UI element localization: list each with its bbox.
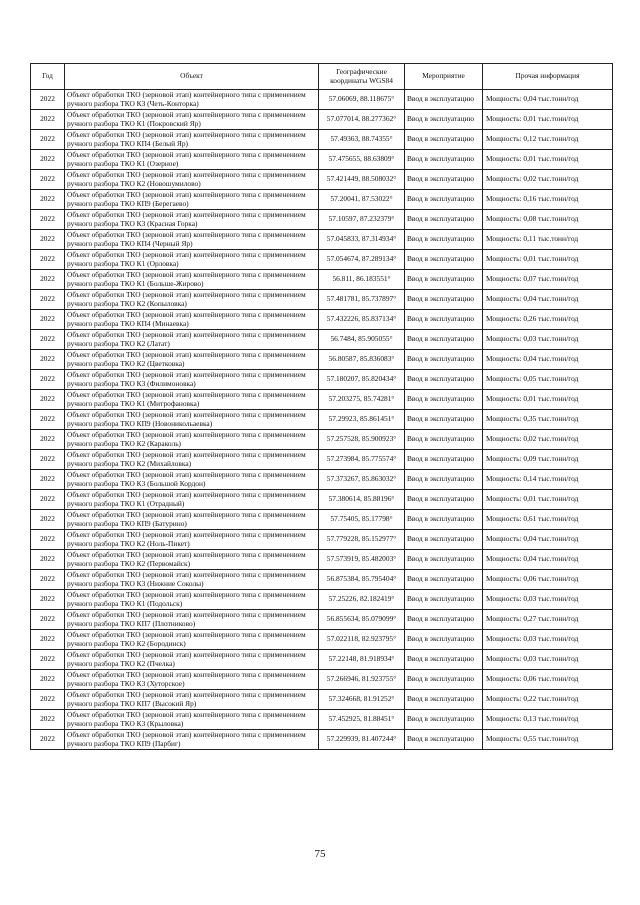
- cell-coords: 57.229939, 81.407244°: [319, 730, 405, 750]
- cell-info: Мощность: 0,02 тыс.тонн/год: [483, 170, 613, 190]
- cell-year: 2022: [31, 630, 65, 650]
- cell-event: Ввод в эксплуатацию: [405, 630, 483, 650]
- cell-coords: 57.180207, 85.820434°: [319, 370, 405, 390]
- cell-object: Объект обработки ТКО (зерновой этап) контейнерного типа с применением ручного разбора ТКО К2 (Бородинск): [65, 630, 319, 650]
- cell-year: 2022: [31, 510, 65, 530]
- table-row: [31, 710, 613, 730]
- cell-coords: 57.324668, 81.91252°: [319, 690, 405, 710]
- cell-event: Ввод в эксплуатацию: [405, 550, 483, 570]
- cell-year: 2022: [31, 150, 65, 170]
- table-row: [31, 90, 613, 110]
- table-row: [31, 490, 613, 510]
- table-row: [31, 350, 613, 370]
- cell-coords: 57.054674, 87.289134°: [319, 250, 405, 270]
- cell-object: Объект обработки ТКО (зерновой этап) контейнерного типа с применением ручного разбора ТКО КП7 (Высокий Яр): [65, 690, 319, 710]
- cell-info: Мощность: 0,14 тыс.тонн/год: [483, 470, 613, 490]
- cell-info: Мощность: 0,06 тыс.тонн/год: [483, 670, 613, 690]
- cell-year: 2022: [31, 690, 65, 710]
- cell-event: Ввод в эксплуатацию: [405, 110, 483, 130]
- cell-coords: 57.25226, 82.182419°: [319, 590, 405, 610]
- cell-coords: 57.273984, 85.775574°: [319, 450, 405, 470]
- cell-coords: 57.452925, 81.88451°: [319, 710, 405, 730]
- table-row: [31, 190, 613, 210]
- table-row: [31, 590, 613, 610]
- cell-object: Объект обработки ТКО (зерновой этап) контейнерного типа с применением ручного разбора ТКО КП9 (Берегаево): [65, 190, 319, 210]
- table-row: [31, 550, 613, 570]
- document-page: [30, 63, 612, 750]
- cell-info: Мощность: 0,03 тыс.тонн/год: [483, 590, 613, 610]
- cell-year: 2022: [31, 710, 65, 730]
- cell-year: 2022: [31, 310, 65, 330]
- cell-object: Объект обработки ТКО (зерновой этап) контейнерного типа с применением ручного разбора ТКО КЗ (Четь-Конторка): [65, 90, 319, 110]
- table-header-row: [31, 64, 613, 90]
- cell-event: Ввод в эксплуатацию: [405, 370, 483, 390]
- cell-year: 2022: [31, 290, 65, 310]
- cell-info: Мощность: 0,01 тыс.тонн/год: [483, 490, 613, 510]
- cell-event: Ввод в эксплуатацию: [405, 450, 483, 470]
- cell-info: Мощность: 0,04 тыс.тонн/год: [483, 90, 613, 110]
- cell-year: 2022: [31, 530, 65, 550]
- cell-coords: 57.49363, 88.74355°: [319, 130, 405, 150]
- cell-year: 2022: [31, 230, 65, 250]
- cell-info: Мощность: 0,04 тыс.тонн/год: [483, 550, 613, 570]
- cell-info: Мощность: 0,03 тыс.тонн/год: [483, 650, 613, 670]
- header-info: Прочая информация: [483, 64, 613, 90]
- cell-event: Ввод в эксплуатацию: [405, 670, 483, 690]
- cell-year: 2022: [31, 330, 65, 350]
- cell-coords: 57.432226, 85.837134°: [319, 310, 405, 330]
- cell-event: Ввод в эксплуатацию: [405, 430, 483, 450]
- cell-event: Ввод в эксплуатацию: [405, 410, 483, 430]
- table-row: [31, 610, 613, 630]
- facilities-table: [30, 63, 613, 750]
- cell-object: Объект обработки ТКО (зерновой этап) контейнерного типа с применением ручного разбора ТКО К2 (Караколь): [65, 430, 319, 450]
- cell-year: 2022: [31, 390, 65, 410]
- cell-object: Объект обработки ТКО (зерновой этап) контейнерного типа с применением ручного разбора ТКО КП7 (Плотниково): [65, 610, 319, 630]
- cell-coords: 57.045833, 87.314934°: [319, 230, 405, 250]
- cell-object: Объект обработки ТКО (зерновой этап) контейнерного типа с применением ручного разбора ТКО К3 (Филимоновка): [65, 370, 319, 390]
- cell-object: Объект обработки ТКО (зерновой этап) контейнерного типа с применением ручного разбора ТКО К2 (Копыловка): [65, 290, 319, 310]
- cell-coords: 57.373267, 85.863032°: [319, 470, 405, 490]
- cell-year: 2022: [31, 190, 65, 210]
- cell-year: 2022: [31, 110, 65, 130]
- cell-event: Ввод в эксплуатацию: [405, 290, 483, 310]
- cell-event: Ввод в эксплуатацию: [405, 210, 483, 230]
- table-row: [31, 230, 613, 250]
- cell-info: Мощность: 0,08 тыс.тонн/год: [483, 210, 613, 230]
- cell-object: Объект обработки ТКО (зерновой этап) контейнерного типа с применением ручного разбора ТКО К2 (Михайловка): [65, 450, 319, 470]
- cell-object: Объект обработки ТКО (зерновой этап) контейнерного типа с применением ручного разбора ТКО К1 (Больше-Жирово): [65, 270, 319, 290]
- cell-event: Ввод в эксплуатацию: [405, 650, 483, 670]
- cell-year: 2022: [31, 250, 65, 270]
- cell-coords: 57.06069, 88.118675°: [319, 90, 405, 110]
- cell-object: Объект обработки ТКО (зерновой этап) контейнерного типа с применением ручного разбора ТКО К3 (Нижние Соколы): [65, 570, 319, 590]
- cell-year: 2022: [31, 730, 65, 750]
- table-body: [31, 90, 613, 750]
- cell-info: Мощность: 0,11 тыс.тонн/год: [483, 230, 613, 250]
- cell-info: Мощность: 0,01 тыс.тонн/год: [483, 390, 613, 410]
- cell-coords: 57.266946, 81.923755°: [319, 670, 405, 690]
- table-row: [31, 450, 613, 470]
- cell-object: Объект обработки ТКО (зерновой этап) контейнерного типа с применением ручного разбора ТКО К2 (Ноль-Пикет): [65, 530, 319, 550]
- cell-info: Мощность: 0,12 тыс.тонн/год: [483, 130, 613, 150]
- cell-object: Объект обработки ТКО (зерновой этап) контейнерного типа с применением ручного разбора ТКО К1 (Покровский Яр): [65, 110, 319, 130]
- cell-year: 2022: [31, 350, 65, 370]
- cell-event: Ввод в эксплуатацию: [405, 230, 483, 250]
- cell-event: Ввод в эксплуатацию: [405, 530, 483, 550]
- cell-object: Объект обработки ТКО (зерновой этап) контейнерного типа с применением ручного разбора ТКО КП4 (Черный Яр): [65, 230, 319, 250]
- table-row: [31, 370, 613, 390]
- cell-event: Ввод в эксплуатацию: [405, 490, 483, 510]
- cell-year: 2022: [31, 90, 65, 110]
- cell-coords: 57.257528, 85.900923°: [319, 430, 405, 450]
- table-row: [31, 210, 613, 230]
- table-row: [31, 170, 613, 190]
- table-row: [31, 310, 613, 330]
- cell-object: Объект обработки ТКО (зерновой этап) контейнерного типа с применением ручного разбора ТКО К2 (Пчелка): [65, 650, 319, 670]
- header-object: Объект: [65, 64, 319, 90]
- cell-event: Ввод в эксплуатацию: [405, 510, 483, 530]
- cell-info: Мощность: 0,02 тыс.тонн/год: [483, 430, 613, 450]
- cell-coords: 57.20041, 87.53022°: [319, 190, 405, 210]
- table-row: [31, 250, 613, 270]
- cell-coords: 57.077014, 88.277362°: [319, 110, 405, 130]
- cell-event: Ввод в эксплуатацию: [405, 590, 483, 610]
- cell-info: Мощность: 0,09 тыс.тонн/год: [483, 450, 613, 470]
- table-row: [31, 630, 613, 650]
- table-row: [31, 690, 613, 710]
- cell-coords: 56.875384, 85.795404°: [319, 570, 405, 590]
- cell-object: Объект обработки ТКО (зерновой этап) контейнерного типа с применением ручного разбора ТКО К1 (Озерное): [65, 150, 319, 170]
- cell-coords: 57.421449, 88.508032°: [319, 170, 405, 190]
- cell-year: 2022: [31, 410, 65, 430]
- cell-object: Объект обработки ТКО (зерновой этап) контейнерного типа с применением ручного разбора ТКО К3 (Крыловка): [65, 710, 319, 730]
- table-row: [31, 290, 613, 310]
- cell-coords: 57.481781, 85.737897°: [319, 290, 405, 310]
- cell-year: 2022: [31, 210, 65, 230]
- cell-object: Объект обработки ТКО (зерновой этап) контейнерного типа с применением ручного разбора ТКО К3 (Хуторское): [65, 670, 319, 690]
- cell-year: 2022: [31, 490, 65, 510]
- cell-object: Объект обработки ТКО (зерновой этап) контейнерного типа с применением ручного разбора ТКО К2 (Цветковка): [65, 350, 319, 370]
- cell-year: 2022: [31, 370, 65, 390]
- cell-event: Ввод в эксплуатацию: [405, 710, 483, 730]
- cell-event: Ввод в эксплуатацию: [405, 170, 483, 190]
- cell-event: Ввод в эксплуатацию: [405, 350, 483, 370]
- cell-object: Объект обработки ТКО (зерновой этап) контейнерного типа с применением ручного разбора ТКО КП4 (Белый Яр): [65, 130, 319, 150]
- cell-coords: 57.573919, 85.482003°: [319, 550, 405, 570]
- cell-coords: 57.380614, 85.88196°: [319, 490, 405, 510]
- table-row: [31, 670, 613, 690]
- cell-event: Ввод в эксплуатацию: [405, 250, 483, 270]
- cell-coords: 57.022118, 82.923795°: [319, 630, 405, 650]
- cell-event: Ввод в эксплуатацию: [405, 130, 483, 150]
- cell-info: Мощность: 0,03 тыс.тонн/год: [483, 630, 613, 650]
- cell-object: Объект обработки ТКО (зерновой этап) контейнерного типа с применением ручного разбора ТКО К3 (Красная Горка): [65, 210, 319, 230]
- cell-year: 2022: [31, 170, 65, 190]
- cell-year: 2022: [31, 470, 65, 490]
- cell-object: Объект обработки ТКО (зерновой этап) контейнерного типа с применением ручного разбора ТКО К2 (Латат): [65, 330, 319, 350]
- cell-object: Объект обработки ТКО (зерновой этап) контейнерного типа с применением ручного разбора ТКО К2 (Новошумилово): [65, 170, 319, 190]
- cell-info: Мощность: 0,04 тыс.тонн/год: [483, 290, 613, 310]
- cell-year: 2022: [31, 670, 65, 690]
- cell-coords: 56.855634, 85.079099°: [319, 610, 405, 630]
- cell-event: Ввод в эксплуатацию: [405, 470, 483, 490]
- cell-info: Мощность: 0,61 тыс.тонн/год: [483, 510, 613, 530]
- cell-object: Объект обработки ТКО (зерновой этап) контейнерного типа с применением ручного разбора ТКО К1 (Орловка): [65, 250, 319, 270]
- cell-year: 2022: [31, 550, 65, 570]
- cell-event: Ввод в эксплуатацию: [405, 690, 483, 710]
- cell-coords: 57.203275, 85.74281°: [319, 390, 405, 410]
- header-year: Год: [31, 64, 65, 90]
- cell-object: Объект обработки ТКО (зерновой этап) контейнерного типа с применением ручного разбора ТКО КП4 (Минаевка): [65, 310, 319, 330]
- cell-year: 2022: [31, 650, 65, 670]
- cell-object: Объект обработки ТКО (зерновой этап) контейнерного типа с применением ручного разбора ТКО КП9 (Новоникольаевка): [65, 410, 319, 430]
- cell-info: Мощность: 0,06 тыс.тонн/год: [483, 570, 613, 590]
- cell-object: Объект обработки ТКО (зерновой этап) контейнерного типа с применением ручного разбора ТКО К1 (Подольск): [65, 590, 319, 610]
- cell-info: Мощность: 0,26 тыс.тонн/год: [483, 310, 613, 330]
- cell-info: Мощность: 0,22 тыс.тонн/год: [483, 690, 613, 710]
- cell-object: Объект обработки ТКО (зерновой этап) контейнерного типа с применением ручного разбора ТКО КП9 (Парбиг): [65, 730, 319, 750]
- cell-object: Объект обработки ТКО (зерновой этап) контейнерного типа с применением ручного разбора ТКО К3 (Большой Кордон): [65, 470, 319, 490]
- table-row: [31, 430, 613, 450]
- cell-event: Ввод в эксплуатацию: [405, 310, 483, 330]
- cell-info: Мощность: 0,04 тыс.тонн/год: [483, 350, 613, 370]
- cell-event: Ввод в эксплуатацию: [405, 330, 483, 350]
- cell-info: Мощность: 0,04 тыс.тонн/год: [483, 530, 613, 550]
- cell-info: Мощность: 0,16 тыс.тонн/год: [483, 190, 613, 210]
- header-event: Мероприятие: [405, 64, 483, 90]
- cell-year: 2022: [31, 590, 65, 610]
- cell-coords: 56.80587, 85.836083°: [319, 350, 405, 370]
- table-row: [31, 570, 613, 590]
- table-row: [31, 270, 613, 290]
- cell-info: Мощность: 0,01 тыс.тонн/год: [483, 250, 613, 270]
- cell-info: Мощность: 0,01 тыс.тонн/год: [483, 110, 613, 130]
- cell-info: Мощность: 0,55 тыс.тонн/год: [483, 730, 613, 750]
- header-coords: Географические координаты WGS84: [319, 64, 405, 90]
- cell-coords: 56.811, 86.183551°: [319, 270, 405, 290]
- cell-object: Объект обработки ТКО (зерновой этап) контейнерного типа с применением ручного разбора ТКО КП9 (Батурино): [65, 510, 319, 530]
- cell-event: Ввод в эксплуатацию: [405, 610, 483, 630]
- table-row: [31, 530, 613, 550]
- table-row: [31, 410, 613, 430]
- cell-year: 2022: [31, 570, 65, 590]
- cell-year: 2022: [31, 450, 65, 470]
- cell-object: Объект обработки ТКО (зерновой этап) контейнерного типа с применением ручного разбора ТКО К1 (Отрадный): [65, 490, 319, 510]
- cell-event: Ввод в эксплуатацию: [405, 570, 483, 590]
- table-row: [31, 150, 613, 170]
- cell-event: Ввод в эксплуатацию: [405, 190, 483, 210]
- cell-coords: 57.22148, 81.918934°: [319, 650, 405, 670]
- cell-coords: 57.10597, 87.232379°: [319, 210, 405, 230]
- cell-coords: 57.779228, 85.152977°: [319, 530, 405, 550]
- cell-year: 2022: [31, 270, 65, 290]
- cell-info: Мощность: 0,07 тыс.тонн/год: [483, 270, 613, 290]
- table-row: [31, 390, 613, 410]
- cell-year: 2022: [31, 130, 65, 150]
- cell-info: Мощность: 0,01 тыс.тонн/год: [483, 150, 613, 170]
- cell-info: Мощность: 0,03 тыс.тонн/год: [483, 330, 613, 350]
- cell-event: Ввод в эксплуатацию: [405, 150, 483, 170]
- cell-info: Мощность: 0,05 тыс.тонн/год: [483, 370, 613, 390]
- table-row: [31, 470, 613, 490]
- table-row: [31, 730, 613, 750]
- table-row: [31, 110, 613, 130]
- table-row: [31, 330, 613, 350]
- cell-info: Мощность: 0,13 тыс.тонн/год: [483, 710, 613, 730]
- cell-coords: 57.475655, 88.63809°: [319, 150, 405, 170]
- cell-year: 2022: [31, 610, 65, 630]
- cell-info: Мощность: 0,35 тыс.тонн/год: [483, 410, 613, 430]
- cell-object: Объект обработки ТКО (зерновой этап) контейнерного типа с применением ручного разбора ТКО К1 (Митрофановка): [65, 390, 319, 410]
- cell-event: Ввод в эксплуатацию: [405, 90, 483, 110]
- table-row: [31, 130, 613, 150]
- cell-object: Объект обработки ТКО (зерновой этап) контейнерного типа с применением ручного разбора ТКО К2 (Первомайск): [65, 550, 319, 570]
- cell-year: 2022: [31, 430, 65, 450]
- cell-coords: 57.75405, 85.17798°: [319, 510, 405, 530]
- cell-coords: 56.7484, 85.905055°: [319, 330, 405, 350]
- page-number: 75: [314, 848, 326, 860]
- cell-event: Ввод в эксплуатацию: [405, 730, 483, 750]
- table-row: [31, 650, 613, 670]
- cell-event: Ввод в эксплуатацию: [405, 270, 483, 290]
- cell-info: Мощность: 0,27 тыс.тонн/год: [483, 610, 613, 630]
- cell-event: Ввод в эксплуатацию: [405, 390, 483, 410]
- cell-coords: 57.29923, 85.861451°: [319, 410, 405, 430]
- table-row: [31, 510, 613, 530]
